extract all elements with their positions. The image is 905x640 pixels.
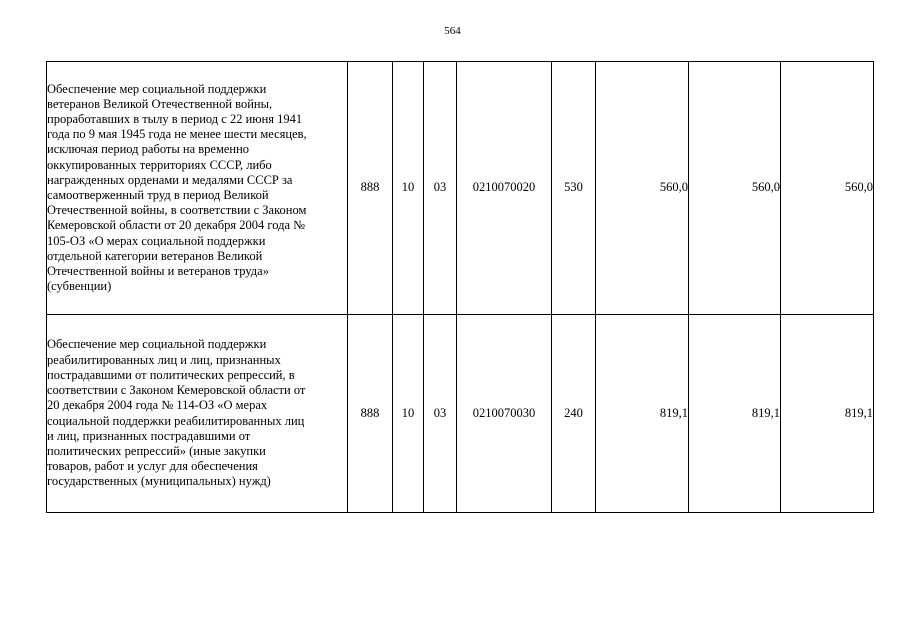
- section-code: 10: [393, 315, 424, 513]
- expense-type-code: 240: [552, 315, 596, 513]
- row-description: Обеспечение мер социальной поддержки ветеранов Великой Отечественной войны, проработавших в тылу в период с 22 июня 1941 года по 9 мая 1945 года не менее шести месяцев, исключая период работы на временно оккупированных территориях СССР, либо награжденных орденами и медалями СССР за самоотверженный труд в период Великой Отечественной войны, в соответствии с Законом Кемеровской области от 20 декабря 2004 года № 105-ОЗ «О мерах социальной поддержки отдельной категории ветеранов Великой Отечественной войны и ветеранов труда» (субвенции): [47, 62, 348, 315]
- budget-table: [46, 61, 874, 513]
- row-description: Обеспечение мер социальной поддержки реабилитированных лиц и лиц, признанных пострадавшими от политических репрессий, в соответствии с Законом Кемеровской области от 20 декабря 2004 года № 114-ОЗ «О мерах социальной поддержки реабилитированных лиц и лиц, признанных пострадавшими от политических репрессий» (иные закупки товаров, работ и услуг для обеспечения государственных (муниципальных) нужд): [47, 315, 348, 513]
- table-row: [47, 62, 874, 315]
- amount-1: 819,1: [596, 315, 689, 513]
- table-row: [47, 315, 874, 513]
- amount-3: 819,1: [781, 315, 874, 513]
- amount-2: 560,0: [689, 62, 781, 315]
- ministry-code: 888: [348, 315, 393, 513]
- expense-type-code: 530: [552, 62, 596, 315]
- subsection-code: 03: [424, 315, 457, 513]
- amount-2: 819,1: [689, 315, 781, 513]
- target-article-code: 0210070020: [457, 62, 552, 315]
- subsection-code: 03: [424, 62, 457, 315]
- amount-3: 560,0: [781, 62, 874, 315]
- ministry-code: 888: [348, 62, 393, 315]
- target-article-code: 0210070030: [457, 315, 552, 513]
- page-number: 564: [444, 25, 461, 37]
- amount-1: 560,0: [596, 62, 689, 315]
- section-code: 10: [393, 62, 424, 315]
